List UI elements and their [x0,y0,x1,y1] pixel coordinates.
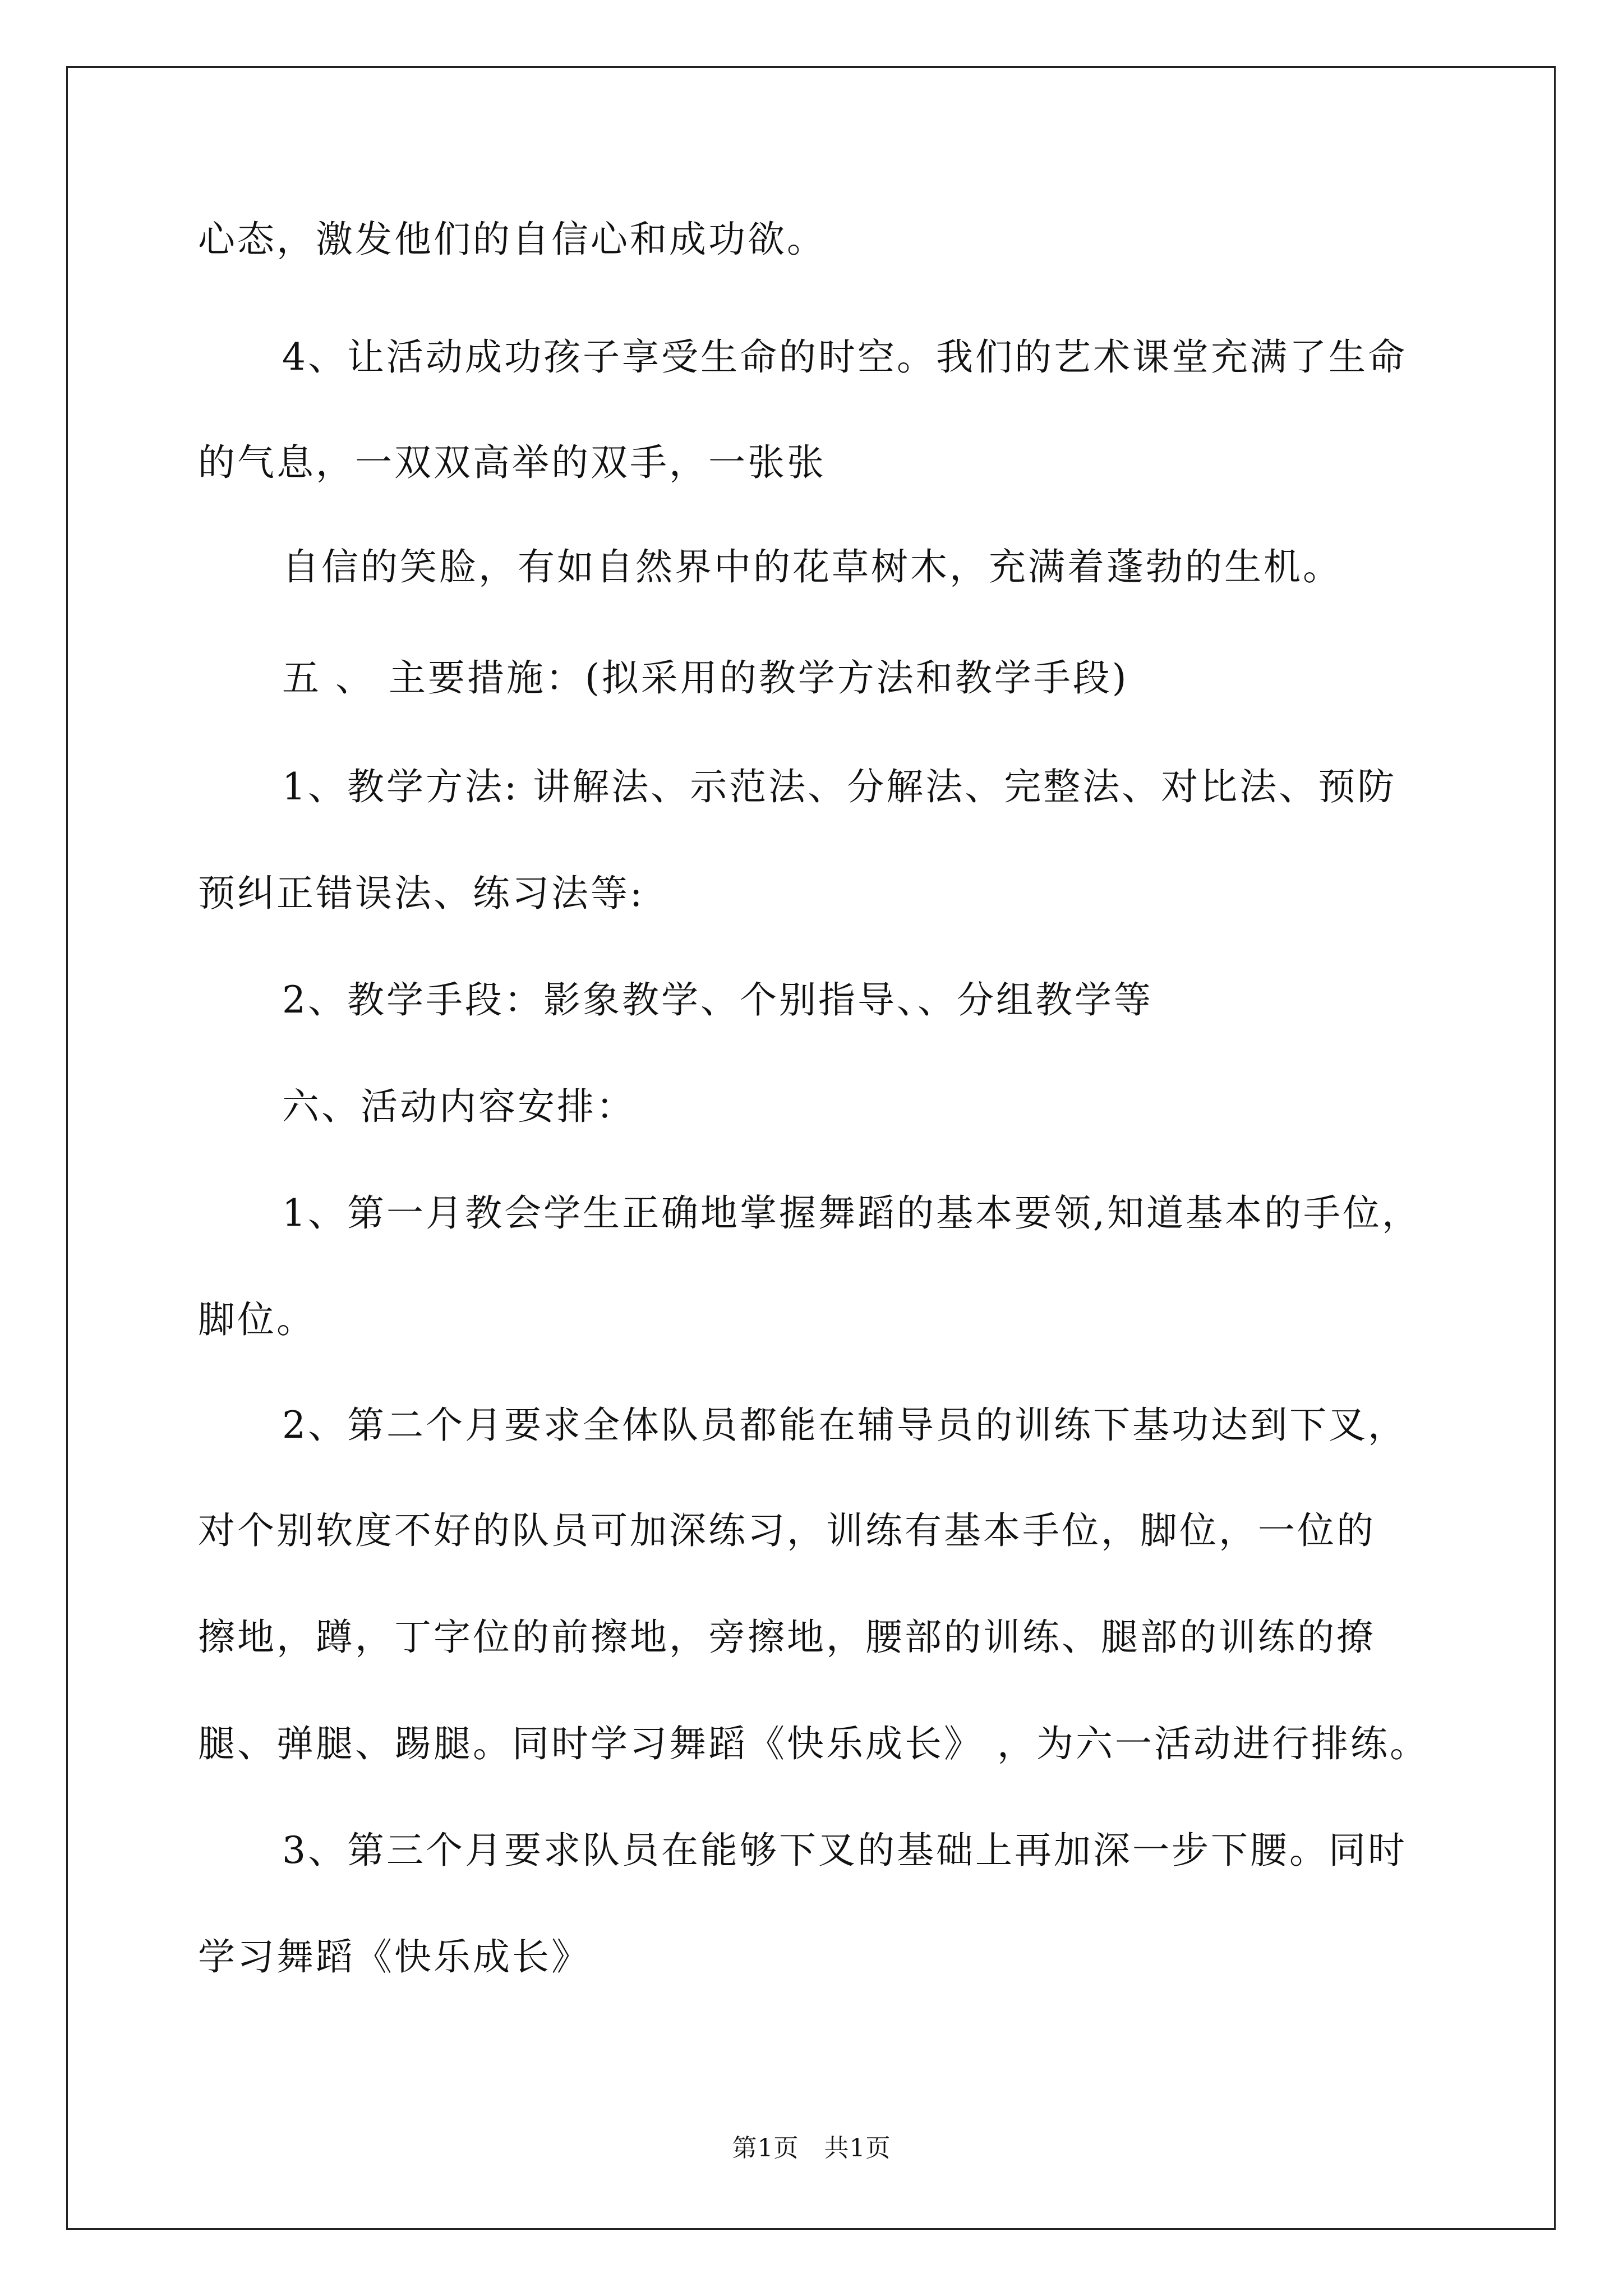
text-line: 对个别软度不好的队员可加深练习，训练有基本手位，脚位，一位的 [198,1509,1376,1552]
section-heading: 五 、 主要措施：(拟采用的教学方法和教学手段) [282,656,1129,700]
text-line: 脚位。 [198,1298,316,1341]
text-line: 腿、弹腿、踢腿。同时学习舞蹈《快乐成长》 ，为六一活动进行排练。 [198,1722,1429,1765]
page-number: 第1页 共1页 [732,2134,891,2162]
text-line: 4、让活动成功孩子享受生命的时空。我们的艺术课堂充满了生命 [282,335,1407,379]
page-border [66,66,1556,2230]
text-line: 心态，激发他们的自信心和成功欲。 [198,218,826,261]
text-line: 自信的笑脸，有如自然界中的花草树木，充满着蓬勃的生机。 [282,545,1342,588]
text-line: 1、第一月教会学生正确地掌握舞蹈的基本要领,知道基本的手位， [282,1191,1421,1235]
text-line: 的气息，一双双高举的双手，一张张 [198,441,826,484]
text-line: 1、教学方法: 讲解法、示范法、分解法、完整法、对比法、预防 [282,765,1397,808]
text-line: 3、第三个月要求队员在能够下叉的基础上再加深一步下腰。同时 [282,1829,1407,1872]
section-heading: 六、活动内容安排： [282,1085,635,1128]
text-line: 2、第二个月要求全体队员都能在辅导员的训练下基功达到下叉， [282,1404,1407,1447]
text-line: 学习舞蹈《快乐成长》 [198,1935,591,1978]
text-line: 擦地，蹲，丁字位的前擦地，旁擦地，腰部的训练、腿部的训练的撩 [198,1616,1376,1659]
text-line: 2、教学手段：影象教学、个别指导、、分组教学等 [282,978,1153,1022]
text-line: 预纠正错误法、练习法等: [198,872,645,915]
